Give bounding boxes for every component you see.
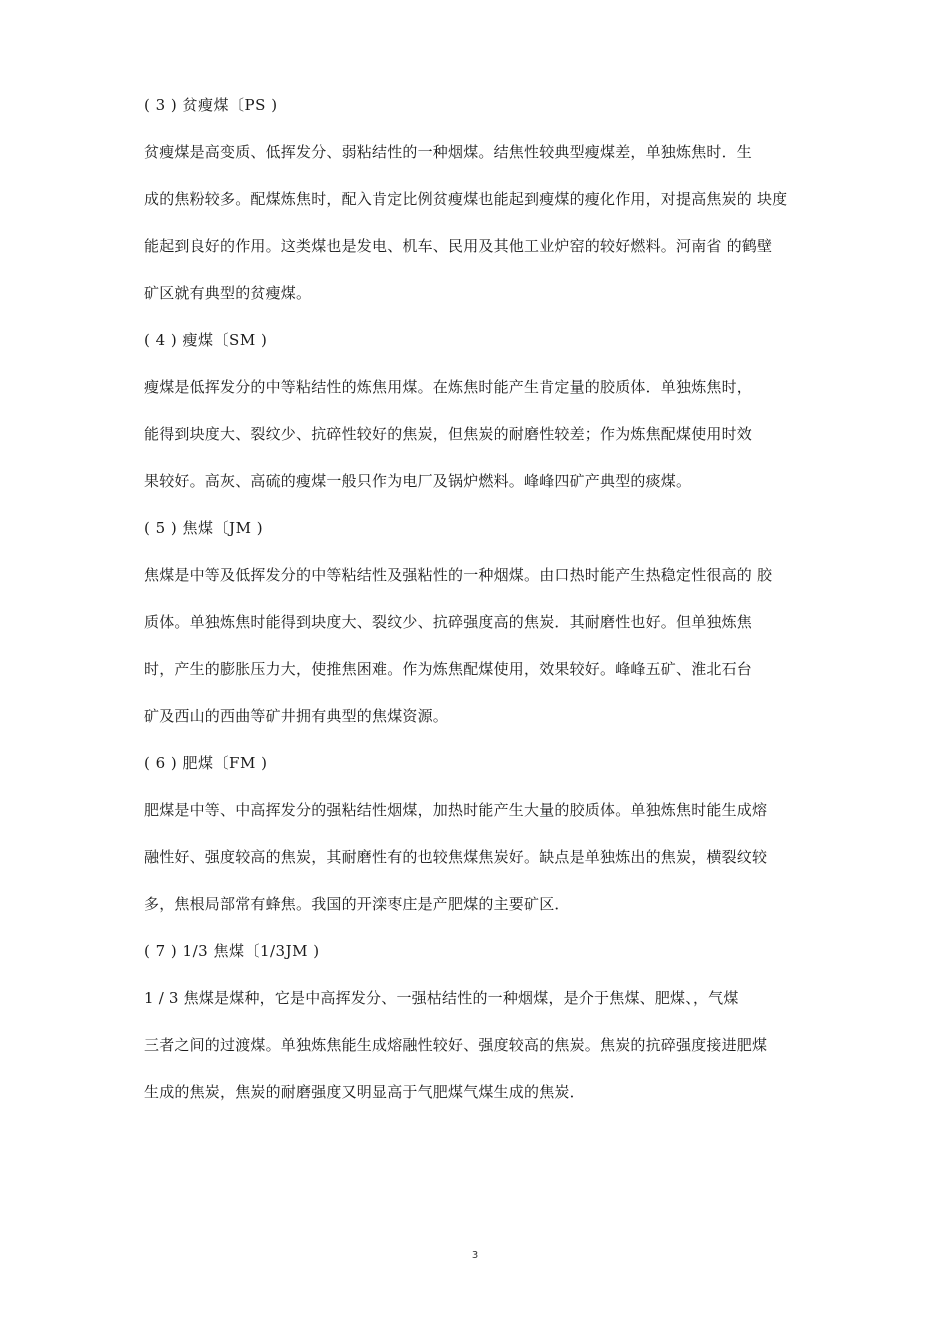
text-line: 能得到块度大、裂纹少、抗碎性较好的焦炭，但焦炭的耐磨性较差；作为炼焦配煤使用时效: [144, 425, 753, 443]
text-line: 1 / 3 焦煤是煤种，它是中高挥发分、一强枯结性的一种烟煤，是介于焦煤、肥煤、，气煤: [144, 989, 739, 1007]
text-line: 果较好。高灰、高硫的瘦煤一般只作为电厂及锅炉燃料。峰峰四矿产典型的痰煤。: [144, 472, 692, 490]
document-page: [144, 94, 824, 1128]
section-heading-fm: ( 6 ) 肥煤〔FM ): [144, 754, 268, 772]
text-line: 矿区就有典型的贫瘦煤。: [144, 284, 312, 302]
section-body-jm: [144, 564, 824, 727]
section-body-sm: [144, 376, 824, 492]
section-body-ps: [144, 141, 824, 304]
text-line: 贫瘦煤是高变质、低挥发分、弱粘结性的一种烟煤。结焦性较典型瘦煤差，单独炼焦时．生: [144, 143, 753, 161]
text-line: 焦煤是中等及低挥发分的中等粘结性及强粘性的一种烟煤。由口热时能产生热稳定性很高的 胶: [144, 566, 773, 584]
text-line: 生成的焦炭，焦炭的耐磨强度又明显高于气肥煤气煤生成的焦炭．: [144, 1083, 585, 1101]
text-line: 能起到良好的作用。这类煤也是发电、机车、民用及其他工业炉窑的较好燃料。河南省 的鹤壁: [144, 237, 773, 255]
text-line: 肥煤是中等、中高挥发分的强粘结性烟煤，加热时能产生大量的胶质体。单独炼焦时能生成熔: [144, 801, 768, 819]
section-heading-1-3jm: ( 7 ) 1/3 焦煤〔1/3JM ): [144, 942, 320, 960]
section-body-fm: [144, 799, 824, 915]
section-heading-sm: ( 4 ) 瘦煤〔SM ): [144, 331, 268, 349]
text-line: 矿及西山的西曲等矿井拥有典型的焦煤资源。: [144, 707, 449, 725]
text-line: 时，产生的膨胀压力大，使推焦困难。作为炼焦配煤使用，效果较好。峰峰五矿、淮北石台: [144, 660, 753, 678]
text-line: 瘦煤是低挥发分的中等粘结性的炼焦用煤。在炼焦时能产生肯定量的胶质体．单独炼焦时，: [144, 378, 753, 396]
page-number: 3: [471, 1250, 479, 1261]
text-line: 三者之间的过渡煤。单独炼焦能生成熔融性较好、强度较高的焦炭。焦炭的抗碎强度接进肥煤: [144, 1036, 768, 1054]
section-heading-ps: ( 3 ) 贫瘦煤〔PS ): [144, 96, 278, 114]
text-line: 多，焦根局部常有蜂焦。我国的开滦枣庄是产肥煤的主要矿区．: [144, 895, 570, 913]
text-line: 质体。单独炼焦时能得到块度大、裂纹少、抗碎强度高的焦炭．其耐磨性也好。但单独炼焦: [144, 613, 753, 631]
section-body-1-3jm: [144, 987, 824, 1103]
text-line: 成的焦粉较多。配煤炼焦时，配入肯定比例贫瘦煤也能起到瘦煤的瘦化作用，对提高焦炭的 块度: [144, 190, 788, 208]
text-line: 融性好、强度较高的焦炭，其耐磨性有的也较焦煤焦炭好。缺点是单独炼出的焦炭，横裂纹较: [144, 848, 768, 866]
section-heading-jm: ( 5 ) 焦煤〔JM ): [144, 519, 264, 537]
